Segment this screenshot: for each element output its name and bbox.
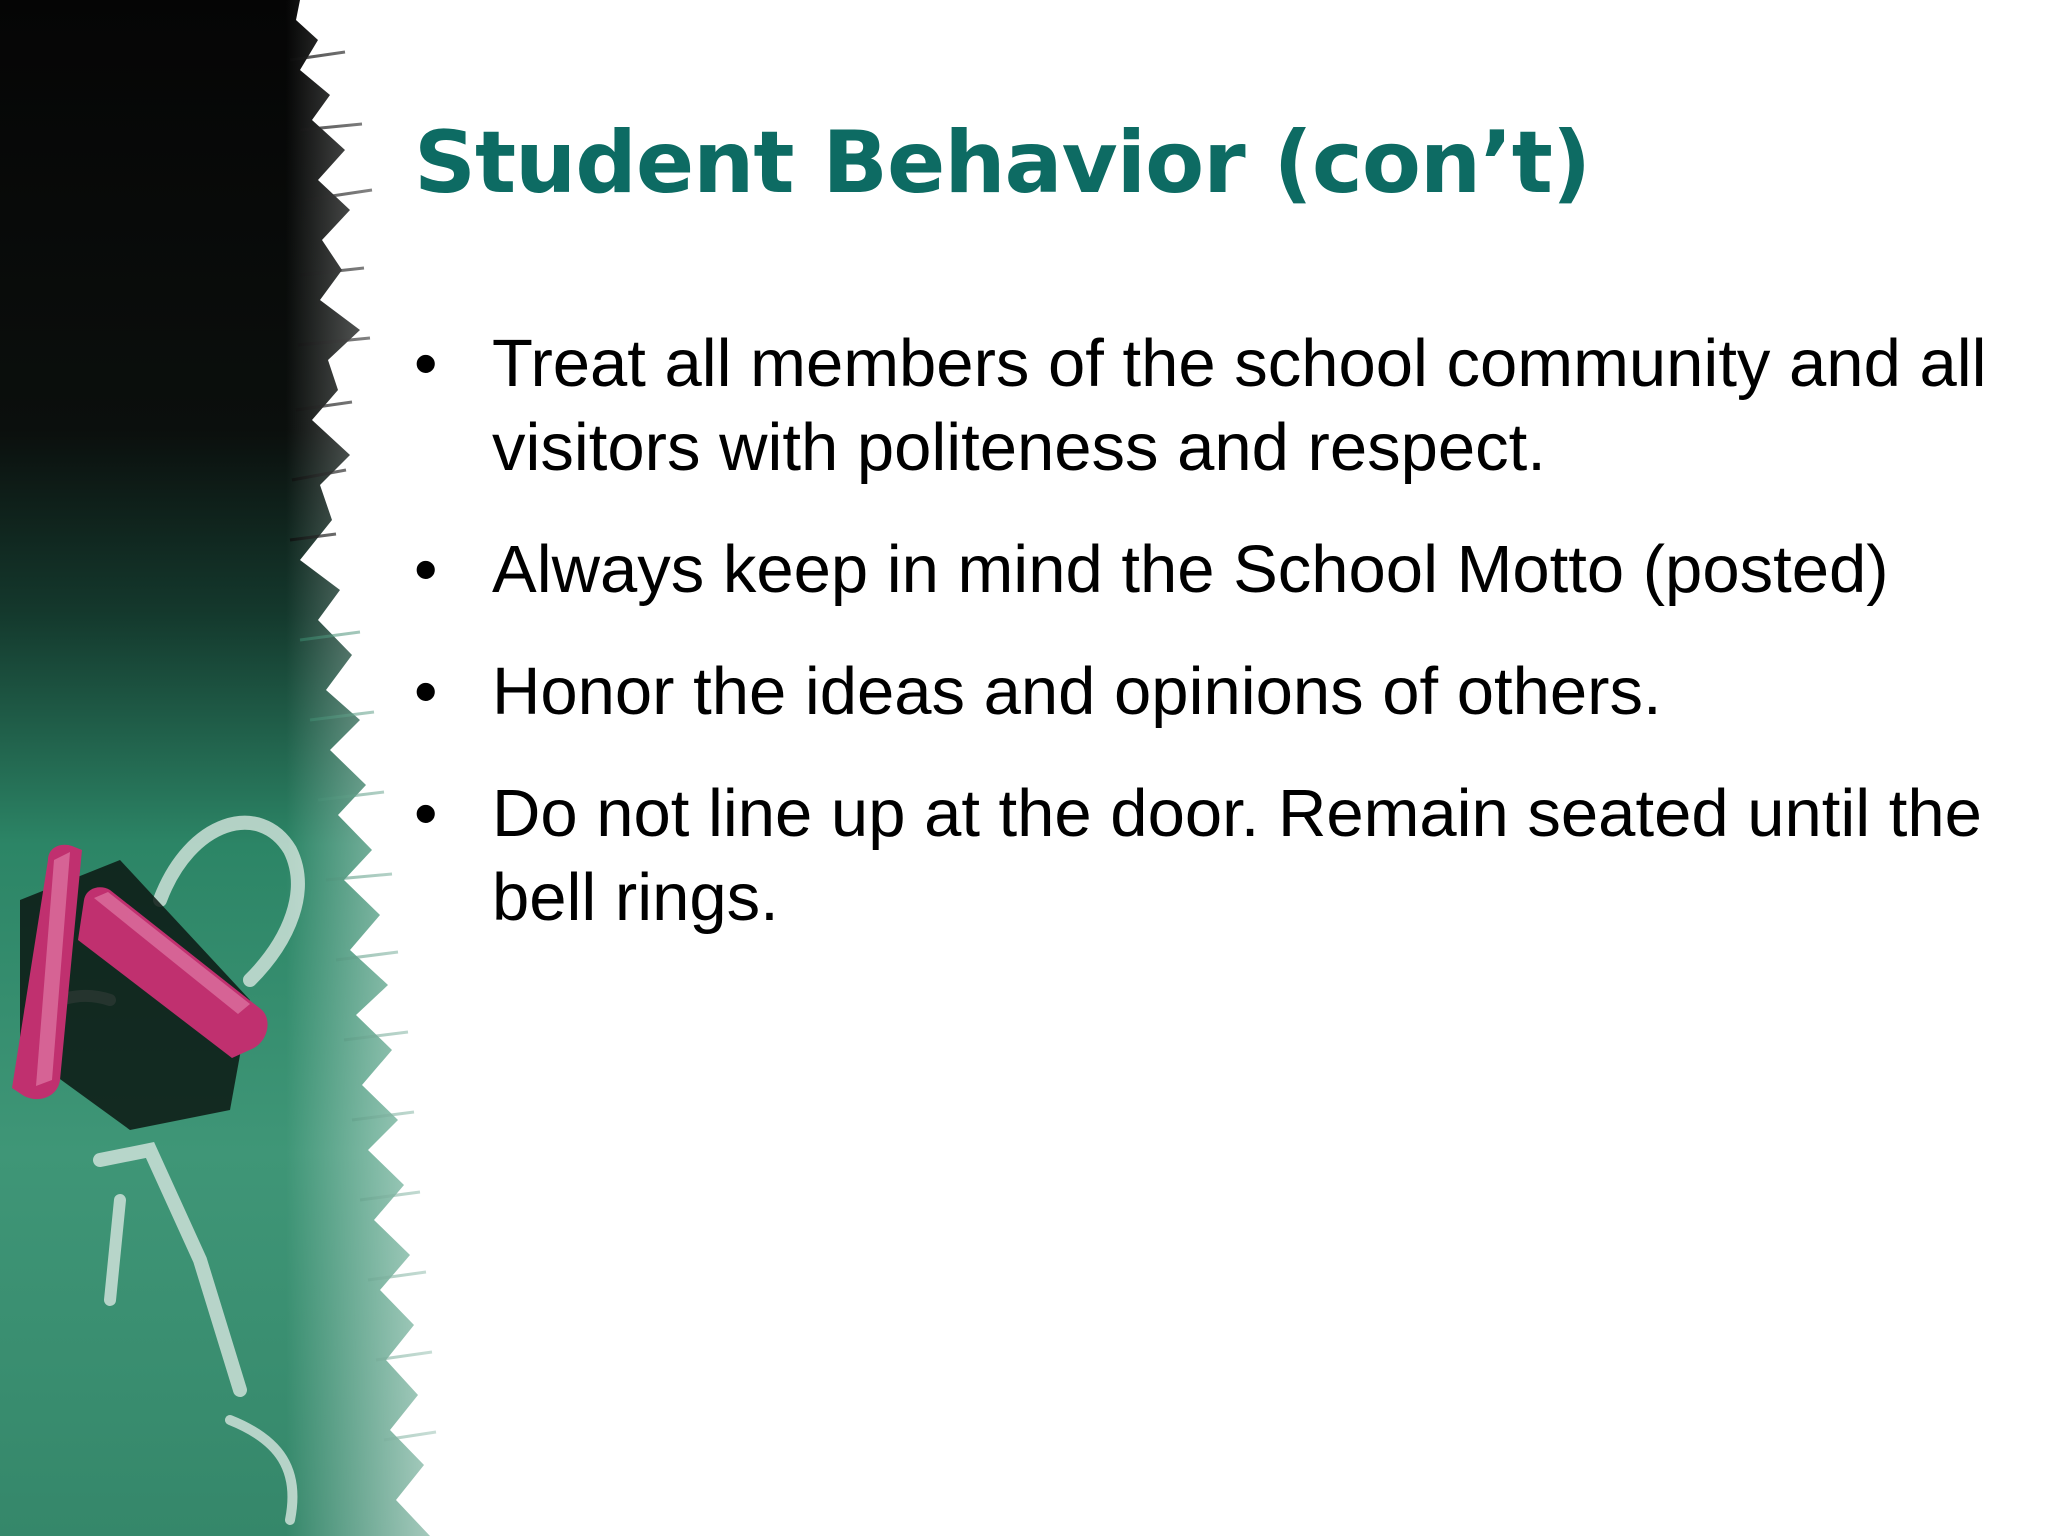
list-item <box>414 772 2014 940</box>
bullet-text: Do not line up at the door. Remain seated until the bell rings. <box>492 776 1982 935</box>
bullet-text: Treat all members of the school community and all visitors with politeness and respect. <box>492 326 1987 485</box>
slide-title: Student Behavior (con’t) <box>414 113 1591 213</box>
bullet-text: Honor the ideas and opinions of others. <box>492 654 1662 729</box>
bullet-list <box>414 322 2014 978</box>
bullet-icon: • <box>414 326 438 401</box>
bullet-text: Always keep in mind the School Motto (posted) <box>492 532 1889 607</box>
bullet-icon: • <box>414 532 438 607</box>
list-item <box>414 322 2014 490</box>
list-item <box>414 528 2014 612</box>
bullet-icon: • <box>414 654 438 729</box>
bullet-icon: • <box>414 776 438 851</box>
list-item <box>414 650 2014 734</box>
